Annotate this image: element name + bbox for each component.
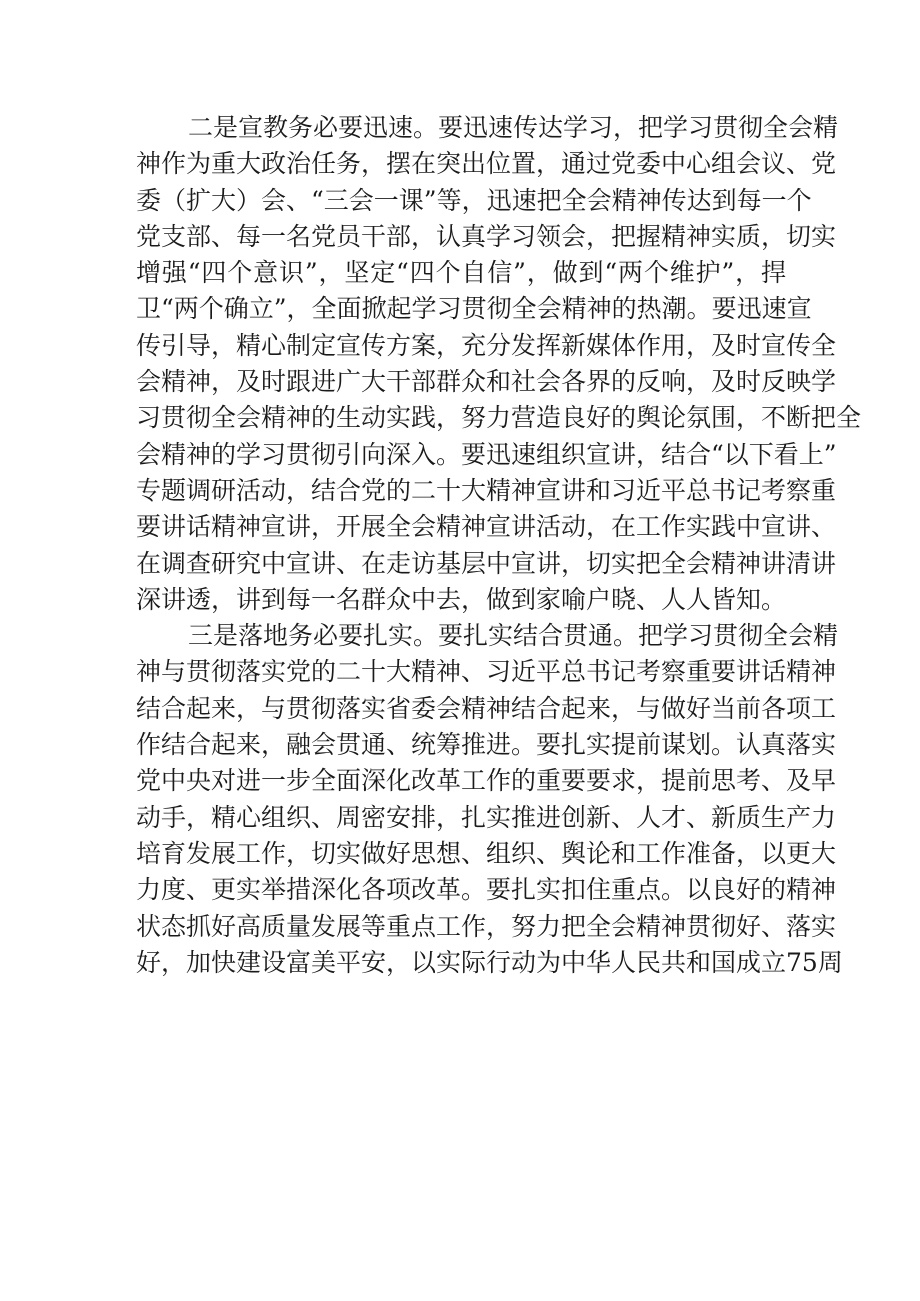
paragraph-line: 要讲话精神宣讲，开展全会精神宣讲活动，在工作实践中宣讲、 (136, 512, 837, 542)
paragraph-line: 委（扩大）会、“三会一课”等，迅速把全会精神传达到每一个 (136, 185, 812, 215)
paragraph-line: 二是宣教务必要迅速。要迅速传达学习，把学习贯彻全会精 (188, 113, 839, 142)
paragraph-line: 会精神的学习贯彻引向深入。要迅速组织宣讲，结合“以下看上” (136, 439, 837, 469)
paragraph-line: 卫“两个确立”，全面掀起学习贯彻全会精神的热潮。要迅速宣 (136, 294, 812, 324)
paragraph-line: 深讲透，讲到每一名群众中去，做到家喻户晓、人人皆知。 (136, 584, 787, 614)
paragraph-line: 结合起来，与贯彻落实省委会精神结合起来，与做好当前各项工 (136, 693, 837, 723)
paragraph-line: 神作为重大政治任务，摆在突出位置，通过党委中心组会议、党 (136, 149, 837, 179)
paragraph-line: 会精神，及时跟进广大干部群众和社会各界的反响，及时反映学 (136, 367, 837, 397)
paragraph-line: 动手，精心组织、周密安排，扎实推进创新、人才、新质生产力 (136, 802, 837, 832)
paragraph-line: 好，加快建设富美平安，以实际行动为中华人民共和国成立75周 (136, 947, 843, 977)
paragraph-line: 培育发展工作，切实做好思想、组织、舆论和工作准备，以更大 (136, 838, 837, 868)
paragraph-line: 增强“四个意识”，坚定“四个自信”，做到“两个维护”，捍 (136, 258, 786, 288)
paragraph-line: 党支部、每一名党员干部，认真学习领会，把握精神实质，切实 (136, 221, 837, 251)
body-text (136, 110, 862, 981)
paragraph-line: 神与贯彻落实党的二十大精神、习近平总书记考察重要讲话精神 (136, 657, 837, 687)
paragraph-line: 党中央对进一步全面深化改革工作的重要要求，提前思考、及早 (136, 766, 837, 796)
paragraph-line: 作结合起来，融会贯通、统筹推进。要扎实提前谋划。认真落实 (136, 730, 837, 760)
paragraph-line: 专题调研活动，结合党的二十大精神宣讲和习近平总书记考察重 (136, 475, 837, 505)
paragraph-line: 力度、更实举措深化各项改革。要扎实扣住重点。以良好的精神 (136, 875, 837, 905)
paragraph-line: 在调查研究中宣讲、在走访基层中宣讲，切实把全会精神讲清讲 (136, 548, 837, 578)
paragraph-line: 三是落地务必要扎实。要扎实结合贯通。把学习贯彻全会精 (188, 621, 839, 651)
paragraph-line: 状态抓好高质量发展等重点工作，努力把全会精神贯彻好、落实 (136, 911, 837, 941)
paragraph-line: 传引导，精心制定宣传方案，充分发挥新媒体作用，及时宣传全 (136, 330, 837, 360)
paragraph-line: 习贯彻全会精神的生动实践，努力营造良好的舆论氛围，不断把全 (136, 403, 862, 433)
